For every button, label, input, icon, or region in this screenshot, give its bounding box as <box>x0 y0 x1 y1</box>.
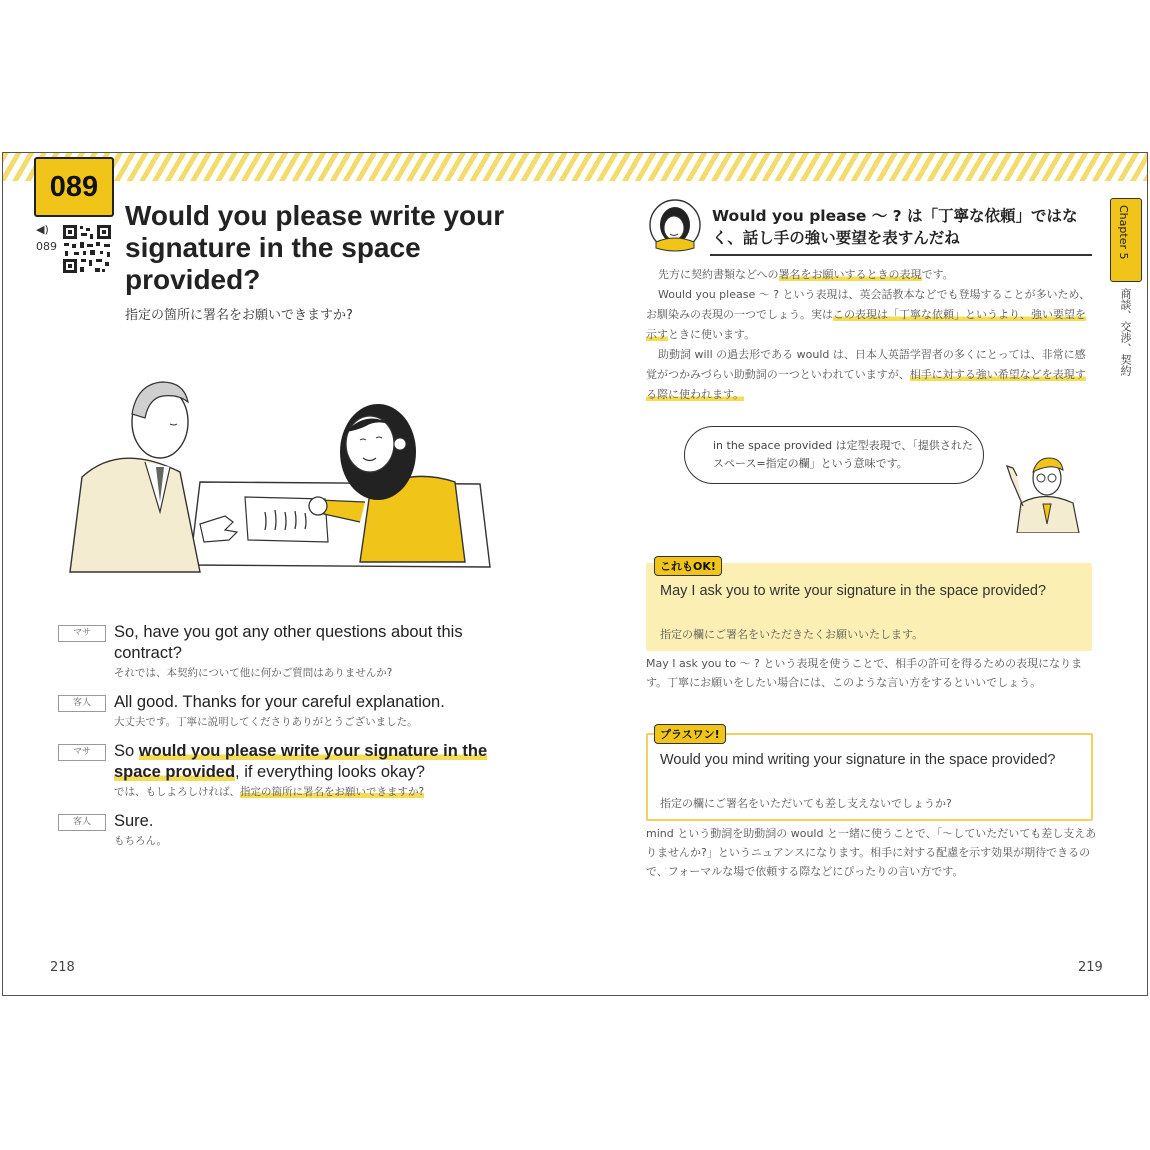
meeting-illustration <box>60 372 510 582</box>
plus-one-note: mind という動詞を助動詞の would と一緒に使うことで、「〜していただいても差し支えありませんか?」というニュアンスになります。相手に対する配慮を示す効果が期待できるので、フォーマルな場で依頼する際などにぴったりの言い方です。 <box>646 827 1097 878</box>
page-number-left: 218 <box>50 960 75 975</box>
dialog-japanese: もちろん。 <box>114 835 168 847</box>
speech-bubble <box>684 426 984 484</box>
dialog-japanese: それでは、本契約について他に何かご質問はありませんか? <box>114 667 393 679</box>
dialog-japanese <box>114 785 508 799</box>
paragraph <box>646 345 1094 405</box>
plus-one-japanese: 指定の欄にご署名をいただいても差し支えないでしょうか? <box>660 797 952 810</box>
audio-icon[interactable]: ◀) <box>36 223 49 236</box>
underline-text: この表現は「丁寧な依頼」というより、強い要望を示す <box>646 308 1086 341</box>
text: です。 <box>921 268 954 281</box>
dialog-english <box>114 741 508 783</box>
chapter-label: Chapter 5 <box>1117 205 1130 260</box>
underline-text: 相手に対する強い希望などを表現する際に使われます。 <box>646 368 1086 401</box>
also-ok-english: May I ask you to write your signature in the space provided? <box>660 583 1047 599</box>
underline-text: 署名をお願いするときの表現 <box>778 268 922 281</box>
explanation-heading: Would you please 〜 ? は「丁寧な依頼」ではなく、話し手の強い要望を表すんだね <box>712 207 1078 247</box>
explanation-body <box>646 265 1094 405</box>
speaker-tag: 客人 <box>58 695 106 712</box>
speaker-tag: マサ <box>58 744 106 761</box>
lesson-title: Would you please write your signature in the space provided? <box>125 200 505 295</box>
paragraph <box>646 285 1094 345</box>
text: ときに使います。 <box>668 328 756 341</box>
dialog-english: So, have you got any other questions about this contract? <box>114 623 463 662</box>
character-avatar-icon <box>648 198 702 252</box>
chapter-tab[interactable] <box>1110 198 1142 573</box>
text: Would you please 〜 ? という表現は、英会話教本などでも登場することが多いため、お馴染みの表現の一つでしょう。実は <box>646 288 1091 321</box>
audio-track-number: 089 <box>36 240 57 253</box>
dialog <box>58 622 508 860</box>
teacher-illustration <box>995 448 1095 533</box>
bubble-text: in the space provided は定型表現で、「提供されたスペース=指定の欄」という意味です。 <box>713 439 973 470</box>
dialog-line <box>58 692 508 729</box>
heading-rule <box>710 254 1092 256</box>
plus-one-english: Would you mind writing your signature in the space provided? <box>660 752 1056 768</box>
dialog-english: Sure. <box>114 812 154 830</box>
qr-code[interactable] <box>62 224 112 274</box>
key-phrase-translation: 指定の箇所に署名をお願いできますか? <box>240 786 425 798</box>
chapter-topic: 商談、交渉、契約 <box>1119 288 1132 376</box>
dialog-japanese: 大丈夫です。丁寧に説明してくださりありがとうございました。 <box>114 716 418 728</box>
lesson-number-badge: 089 <box>34 157 114 217</box>
header-stripe <box>3 153 1147 181</box>
paragraph <box>646 265 1094 285</box>
dialog-text: では、もしよろしければ、 <box>114 786 240 798</box>
plus-one-label: プラスワン! <box>654 724 726 744</box>
dialog-line <box>58 622 508 680</box>
speaker-tag: 客人 <box>58 814 106 831</box>
dialog-text: , if everything looks okay? <box>235 763 425 781</box>
dialog-line <box>58 811 508 848</box>
chapter-label-box <box>1110 198 1142 282</box>
dialog-line <box>58 741 508 799</box>
text: 先方に契約書類などへの <box>658 268 779 281</box>
also-ok-note: May I ask you to 〜 ? という表現を使うことで、相手の許可を得るための表現になります。丁寧にお願いをしたい場合には、このような言い方をするといいでしょう。 <box>646 657 1083 689</box>
also-ok-label: これもOK! <box>654 556 722 576</box>
also-ok-japanese: 指定の欄にご署名をいただきたくお願いいたします。 <box>660 628 924 641</box>
dialog-english: All good. Thanks for your careful explanation. <box>114 693 445 711</box>
speaker-tag: マサ <box>58 625 106 642</box>
page-number-right: 219 <box>1078 960 1103 975</box>
lesson-subtitle: 指定の箇所に署名をお願いできますか? <box>125 308 353 323</box>
dialog-text: So <box>114 742 139 760</box>
text: 助動詞 will の過去形である would は、日本人英語学習者の多くにとっては、非常に感覚がつかみづらい助動詞の一つといわれていますが、 <box>646 348 1086 381</box>
key-phrase-highlight: would you please write your signature in the space provided <box>114 742 488 781</box>
